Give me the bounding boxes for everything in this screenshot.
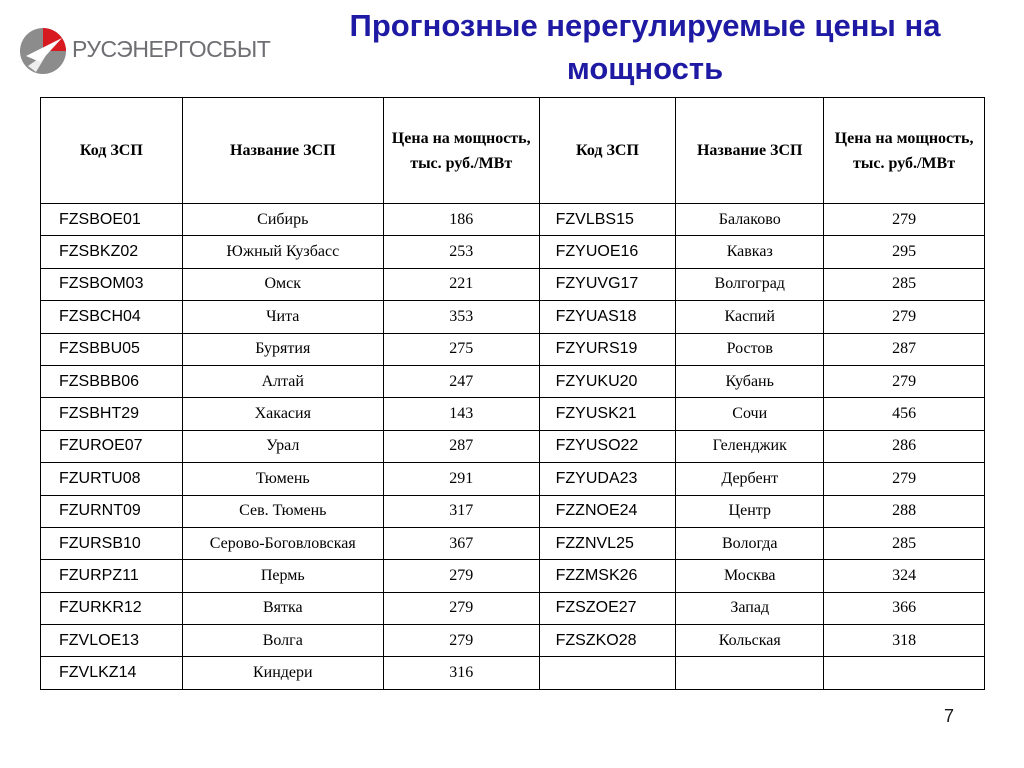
zsp-code: FZVLOE13 xyxy=(41,625,183,657)
zsp-code: FZYUVG17 xyxy=(539,268,676,300)
zsp-code: FZSBOM03 xyxy=(41,268,183,300)
zsp-code: FZZNVL25 xyxy=(539,527,676,559)
zsp-price: 247 xyxy=(383,365,539,397)
zsp-code: FZVLKZ14 xyxy=(41,657,183,689)
zsp-price: 221 xyxy=(383,268,539,300)
zsp-name: Киндери xyxy=(182,657,383,689)
zsp-name: Пермь xyxy=(182,560,383,592)
zsp-name: Каспий xyxy=(676,301,824,333)
zsp-name: Дербент xyxy=(676,463,824,495)
header-code-left: Код ЗСП xyxy=(41,98,183,204)
zsp-price: 286 xyxy=(824,430,985,462)
table-row xyxy=(41,236,985,268)
table-row xyxy=(41,560,985,592)
company-logo xyxy=(18,26,271,76)
zsp-price: 279 xyxy=(824,463,985,495)
zsp-name: Волга xyxy=(182,625,383,657)
zsp-price: 279 xyxy=(824,204,985,236)
zsp-code: FZSBKZ02 xyxy=(41,236,183,268)
zsp-name: Серово-Боговловская xyxy=(182,527,383,559)
zsp-price: 279 xyxy=(824,365,985,397)
zsp-price: 253 xyxy=(383,236,539,268)
page-number: 7 xyxy=(944,706,955,726)
zsp-price: 285 xyxy=(824,268,985,300)
zsp-price: 318 xyxy=(824,625,985,657)
zsp-name: Урал xyxy=(182,430,383,462)
zsp-name: Кольская xyxy=(676,625,824,657)
zsp-code: FZYURS19 xyxy=(539,333,676,365)
zsp-code: FZYUAS18 xyxy=(539,301,676,333)
zsp-name: Сочи xyxy=(676,398,824,430)
zsp-code: FZYUKU20 xyxy=(539,365,676,397)
zsp-code: FZSBOE01 xyxy=(41,204,183,236)
zsp-code: FZYUSK21 xyxy=(539,398,676,430)
table-row xyxy=(41,301,985,333)
zsp-name: Бурятия xyxy=(182,333,383,365)
zsp-name: Сибирь xyxy=(182,204,383,236)
prices-table xyxy=(40,97,985,690)
zsp-price: 366 xyxy=(824,592,985,624)
table-row xyxy=(41,527,985,559)
zsp-code: FZURNT09 xyxy=(41,495,183,527)
zsp-code: FZURSB10 xyxy=(41,527,183,559)
zsp-price: 279 xyxy=(383,625,539,657)
zsp-name: Геленджик xyxy=(676,430,824,462)
zsp-price: 456 xyxy=(824,398,985,430)
zsp-name: Балаково xyxy=(676,204,824,236)
table-header-row xyxy=(41,98,985,204)
zsp-code: FZURKR12 xyxy=(41,592,183,624)
zsp-price: 143 xyxy=(383,398,539,430)
zsp-name: Вятка xyxy=(182,592,383,624)
table-row xyxy=(41,495,985,527)
zsp-price: 295 xyxy=(824,236,985,268)
zsp-price: 275 xyxy=(383,333,539,365)
zsp-name: Москва xyxy=(676,560,824,592)
table-row xyxy=(41,204,985,236)
table-row xyxy=(41,592,985,624)
zsp-name: Алтай xyxy=(182,365,383,397)
zsp-code: FZYUDA23 xyxy=(539,463,676,495)
zsp-price: 279 xyxy=(383,592,539,624)
zsp-code: FZSBHT29 xyxy=(41,398,183,430)
logo-wordmark: РУСЭНЕРГОСБЫТ xyxy=(72,36,271,62)
zsp-code: FZSZOE27 xyxy=(539,592,676,624)
zsp-price: 324 xyxy=(824,560,985,592)
header-price-left: Цена на мощность, тыс. руб./МВт xyxy=(383,98,539,204)
zsp-price: 288 xyxy=(824,495,985,527)
zsp-code: FZURPZ11 xyxy=(41,560,183,592)
zsp-name: Южный Кузбасс xyxy=(182,236,383,268)
header-name-right: Название ЗСП xyxy=(676,98,824,204)
zsp-price: 287 xyxy=(824,333,985,365)
zsp-code: FZZMSK26 xyxy=(539,560,676,592)
zsp-name: Хакасия xyxy=(182,398,383,430)
zsp-name: Запад xyxy=(676,592,824,624)
zsp-name: Волгоград xyxy=(676,268,824,300)
zsp-price: 316 xyxy=(383,657,539,689)
zsp-name: Вологда xyxy=(676,527,824,559)
zsp-price: 291 xyxy=(383,463,539,495)
table-row xyxy=(41,625,985,657)
zsp-name: Чита xyxy=(182,301,383,333)
header-code-right: Код ЗСП xyxy=(539,98,676,204)
header-price-right: Цена на мощность, тыс. руб./МВт xyxy=(824,98,985,204)
zsp-code: FZSZKO28 xyxy=(539,625,676,657)
zsp-price: 367 xyxy=(383,527,539,559)
zsp-name: Сев. Тюмень xyxy=(182,495,383,527)
zsp-code: FZURTU08 xyxy=(41,463,183,495)
zsp-price: 285 xyxy=(824,527,985,559)
table-row xyxy=(41,657,985,689)
zsp-code: FZSBBU05 xyxy=(41,333,183,365)
zsp-price: 279 xyxy=(383,560,539,592)
zsp-price: 279 xyxy=(824,301,985,333)
zsp-name: Ростов xyxy=(676,333,824,365)
zsp-name: Тюмень xyxy=(182,463,383,495)
page-title: Прогнозные нерегулируемые цены на мощность xyxy=(349,8,941,86)
zsp-code: FZSBBB06 xyxy=(41,365,183,397)
table-row xyxy=(41,430,985,462)
zsp-code: FZUROE07 xyxy=(41,430,183,462)
table-row xyxy=(41,268,985,300)
zsp-code: FZZNOE24 xyxy=(539,495,676,527)
zsp-code: FZVLBS15 xyxy=(539,204,676,236)
header-name-left: Название ЗСП xyxy=(182,98,383,204)
zsp-name-empty xyxy=(676,657,824,689)
zsp-name: Омск xyxy=(182,268,383,300)
zsp-price: 353 xyxy=(383,301,539,333)
zsp-price: 287 xyxy=(383,430,539,462)
table-row xyxy=(41,398,985,430)
table-body xyxy=(41,204,985,690)
rusenergosbyt-logo-icon xyxy=(18,26,68,76)
zsp-name: Кубань xyxy=(676,365,824,397)
zsp-name: Кавказ xyxy=(676,236,824,268)
zsp-code: FZYUSO22 xyxy=(539,430,676,462)
zsp-price: 186 xyxy=(383,204,539,236)
zsp-code-empty xyxy=(539,657,676,689)
zsp-name: Центр xyxy=(676,495,824,527)
zsp-price: 317 xyxy=(383,495,539,527)
zsp-code: FZSBCH04 xyxy=(41,301,183,333)
table-row xyxy=(41,365,985,397)
zsp-code: FZYUOE16 xyxy=(539,236,676,268)
zsp-price-empty xyxy=(824,657,985,689)
table-row xyxy=(41,333,985,365)
table-row xyxy=(41,463,985,495)
